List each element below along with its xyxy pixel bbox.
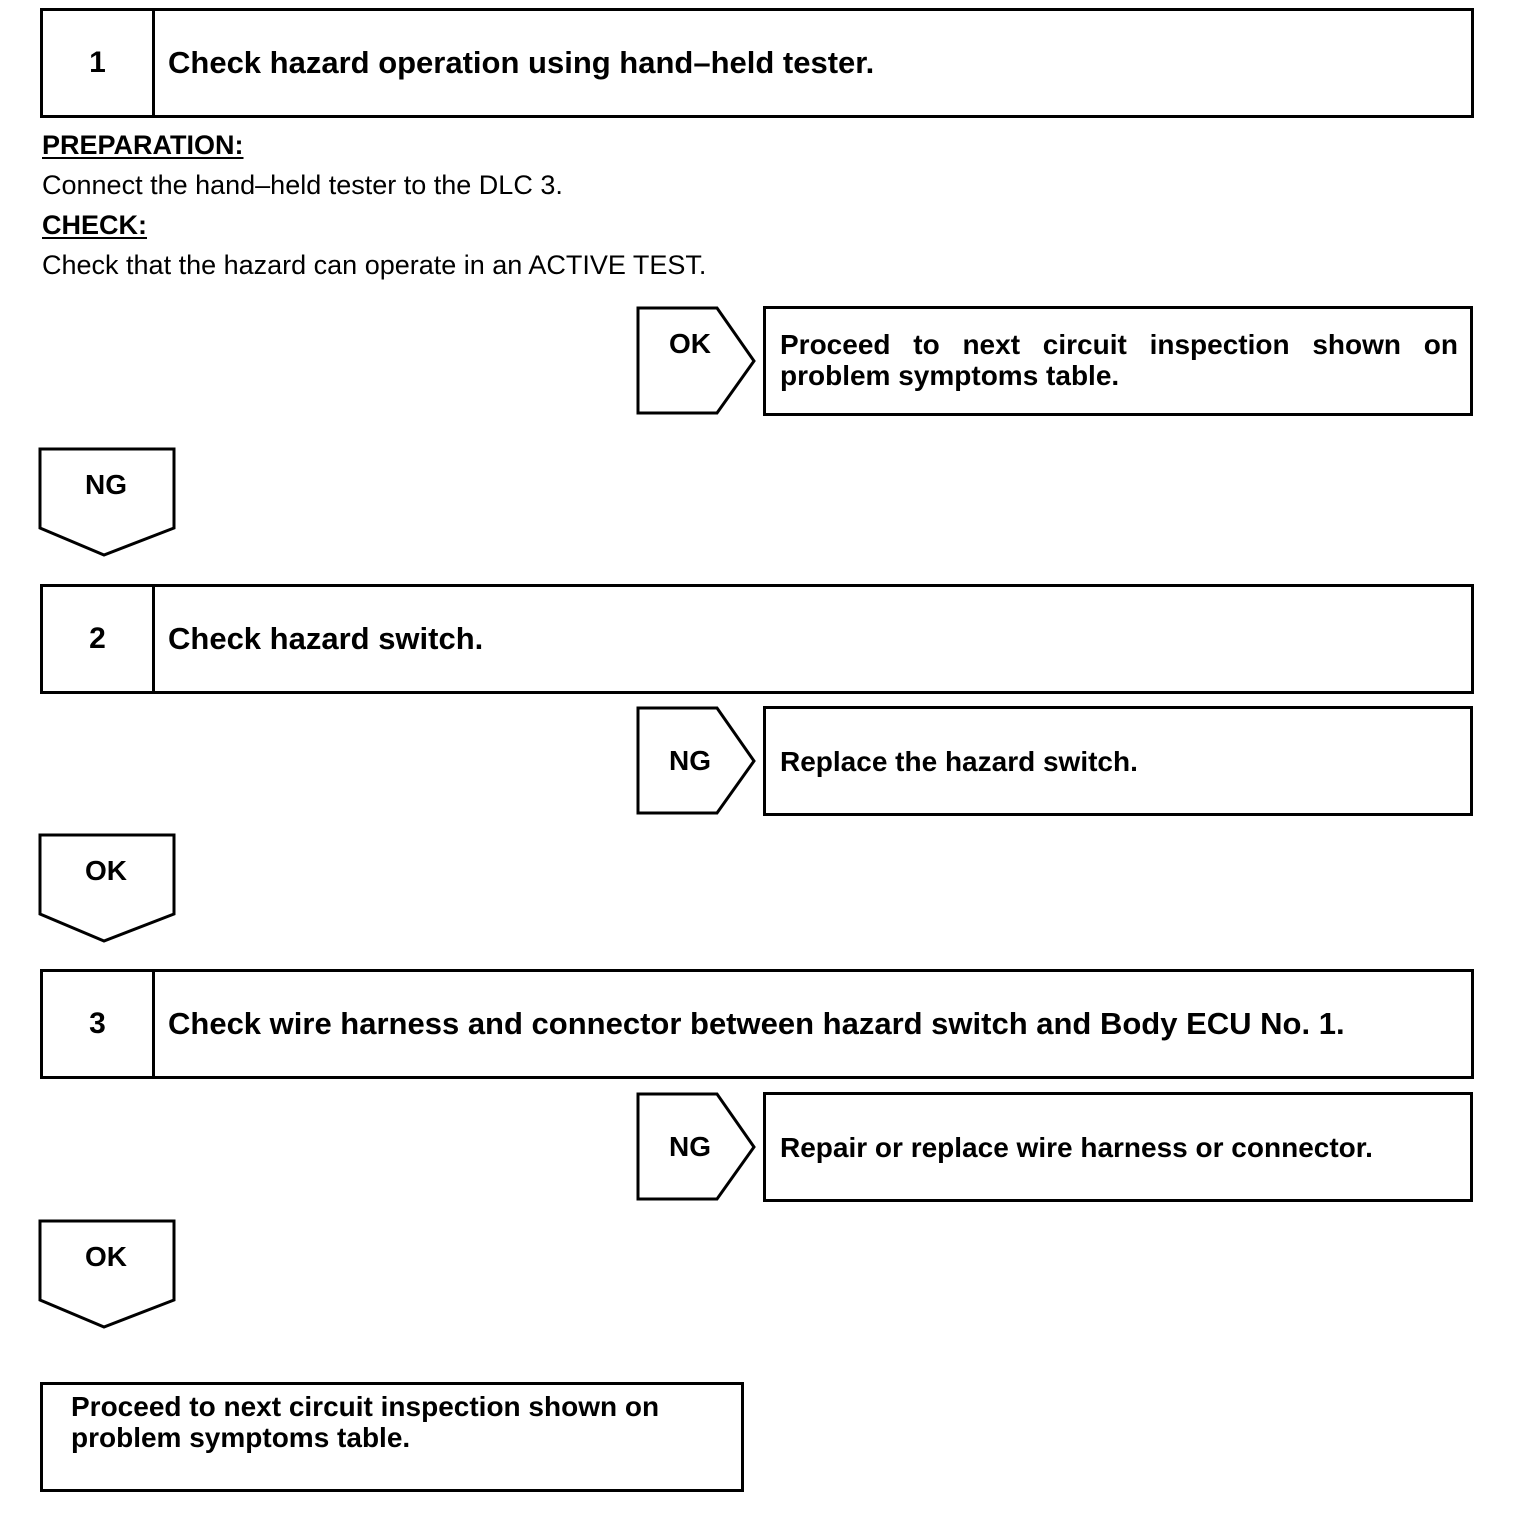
- step-number: 3: [43, 972, 155, 1076]
- arrow-down-icon: [38, 447, 178, 559]
- step-title: Check hazard switch.: [168, 621, 484, 656]
- arrow-down-icon: [38, 1219, 178, 1331]
- branch-label: NG: [85, 469, 127, 500]
- branch-label: NG: [669, 1131, 711, 1162]
- branch-arrow-right: [636, 1092, 756, 1202]
- check-text: Check that the hazard can operate in an ACTIVE TEST.: [42, 250, 707, 280]
- branch-arrow-down: [38, 833, 178, 945]
- branch-label: OK: [669, 328, 711, 359]
- result-box: [763, 306, 1473, 416]
- step-1-box: [40, 8, 1474, 118]
- step-2-box: [40, 584, 1474, 694]
- branch-arrow-down: [38, 447, 178, 559]
- result-text: Replace the hazard switch.: [780, 745, 1138, 777]
- result-box: [763, 706, 1473, 816]
- step-3-box: [40, 969, 1474, 1079]
- branch-arrow-right: [636, 706, 756, 816]
- arrow-down-icon: [38, 833, 178, 945]
- final-result-text: Proceed to next circuit inspection shown on problem symptoms table.: [71, 1391, 660, 1453]
- branch-arrow-down: [38, 1219, 178, 1331]
- branch-label: OK: [85, 855, 127, 886]
- result-text: Proceed to next circuit inspection shown on problem symptoms table.: [780, 329, 1458, 391]
- final-result-box: [40, 1382, 744, 1492]
- check-heading: CHECK:: [42, 210, 147, 240]
- result-text: Repair or replace wire harness or connector.: [780, 1131, 1373, 1163]
- branch-arrow-right: [636, 306, 756, 416]
- step-title: Check hazard operation using hand–held tester.: [168, 45, 875, 80]
- branch-label: OK: [85, 1241, 127, 1272]
- branch-label: NG: [669, 745, 711, 776]
- step-number: 2: [43, 587, 155, 691]
- preparation-heading: PREPARATION:: [42, 130, 244, 160]
- step-number: 1: [43, 11, 155, 115]
- step-title: Check wire harness and connector between hazard switch and Body ECU No. 1.: [168, 1006, 1345, 1041]
- preparation-text: Connect the hand–held tester to the DLC 3.: [42, 170, 563, 200]
- result-box: [763, 1092, 1473, 1202]
